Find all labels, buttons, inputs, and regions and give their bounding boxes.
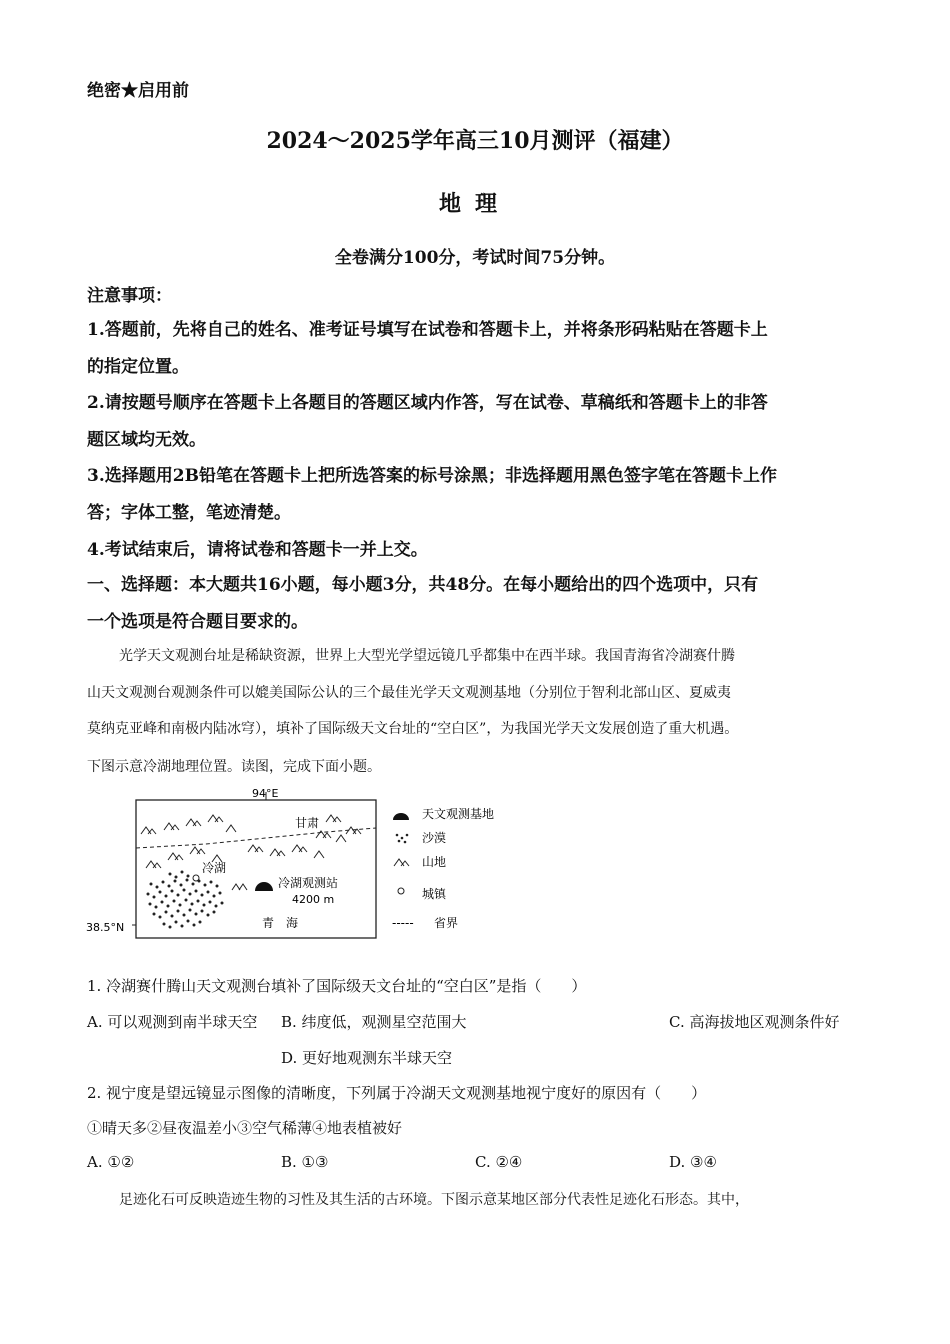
legend-desert-symbol: [396, 834, 409, 844]
passage-line: 下图示意冷湖地理位置。读图，完成下面小题。: [87, 759, 381, 775]
question-1-option-a[interactable]: A. 可以观测到南半球天空: [87, 1013, 258, 1031]
lon-label: 94°E: [252, 787, 279, 800]
question-1-option-c[interactable]: C. 高海拔地区观测条件好: [669, 1013, 840, 1031]
notes-heading: 注意事项：: [87, 286, 172, 306]
observatory-marker: [255, 882, 273, 891]
passage-2-line: 足迹化石可反映造迹生物的习性及其生活的古环境。下图示意某地区部分代表性足迹化石形态。其中，: [119, 1192, 749, 1208]
lenghu-location-map: [86, 786, 516, 944]
note-line: 3.选择题用2B铅笔在答题卡上把所选答案的标号涂黑；非选择题用黑色签字笔在答题卡上作: [87, 466, 777, 486]
passage-line: 莫纳克亚峰和南极内陆冰穹），填补了国际级天文台址的“空白区”，为我国光学天文发展创造了重大机遇。: [87, 721, 739, 737]
qinghai-label: 青 海: [262, 916, 299, 930]
question-1-stem: 1. 冷湖赛什腾山天文观测台填补了国际级天文台址的“空白区”是指（ ）: [87, 977, 587, 995]
section-heading: 一个选项是符合题目要求的。: [87, 612, 308, 632]
question-2-option-a[interactable]: A. ①②: [87, 1153, 135, 1171]
legend-boundary-label: 省界: [434, 916, 459, 930]
legend-observatory-symbol: [393, 813, 409, 820]
question-2-option-b[interactable]: B. ①③: [281, 1153, 329, 1171]
note-line: 题区域均无效。: [87, 430, 206, 450]
passage-line: 光学天文观测台址是稀缺资源，世界上大型光学望远镜几乎都集中在西半球。我国青海省冷湖赛什腾: [119, 648, 735, 664]
legend-mountain-label: 山地: [422, 855, 447, 869]
question-2-items: ①晴天多②昼夜温差小③空气稀薄④地表植被好: [87, 1119, 403, 1137]
province-boundary: [136, 828, 376, 848]
passage-line: 山天文观测台观测条件可以媲美国际公认的三个最佳光学天文观测基地（分别位于智利北部山区、夏威夷: [87, 685, 731, 701]
desert-area: [147, 871, 224, 929]
legend-town-label: 城镇: [422, 887, 447, 901]
map-legend: [392, 806, 494, 930]
legend-boundary-symbol: -----: [392, 916, 414, 930]
question-1-option-b[interactable]: B. 纬度低，观测星空范围大: [281, 1013, 467, 1031]
note-line: 1.答题前，先将自己的姓名、准考证号填写在试卷和答题卡上，并将条形码粘贴在答题卡上: [87, 320, 768, 340]
lenghu-town-marker: [193, 875, 199, 881]
legend-town-symbol: [398, 888, 404, 894]
question-1-option-d[interactable]: D. 更好地观测东半球天空: [281, 1049, 453, 1067]
legend-desert-label: 沙漠: [422, 831, 447, 845]
note-line: 答；字体工整，笔迹清楚。: [87, 503, 291, 523]
legend-observatory-label: 天文观测基地: [422, 807, 495, 821]
question-2-stem: 2. 视宁度是望远镜显示图像的清晰度，下列属于冷湖天文观测基地视宁度好的原因有（ ）: [87, 1084, 707, 1102]
note-line: 2.请按题号顺序在答题卡上各题目的答题区域内作答，写在试卷、草稿纸和答题卡上的非答: [87, 393, 768, 413]
note-line: 的指定位置。: [87, 357, 189, 377]
exam-info: 全卷满分100分，考试时间75分钟。: [334, 248, 616, 268]
subject-title: 地理: [438, 191, 511, 217]
elevation-label: 4200 m: [292, 893, 335, 906]
mountain-range-north: [141, 815, 361, 842]
lat-label: 38.5°N: [86, 921, 125, 934]
secret-label: 绝密★启用前: [87, 81, 189, 101]
station-label: 冷湖观测站: [278, 876, 339, 890]
question-2-option-d[interactable]: D. ③④: [669, 1153, 717, 1171]
section-heading: 一、选择题：本大题共16小题，每小题3分，共48分。在每小题给出的四个选项中，只有: [87, 575, 759, 595]
gansu-label: 甘肃: [295, 816, 320, 830]
lenghu-label: 冷湖: [202, 861, 227, 875]
legend-mountain-symbol: [394, 859, 409, 866]
note-line: 4.考试结束后，请将试卷和答题卡一并上交。: [87, 540, 428, 560]
exam-title: 2024～2025学年高三10月测评（福建）: [266, 128, 684, 154]
question-2-option-c[interactable]: C. ②④: [475, 1153, 523, 1171]
